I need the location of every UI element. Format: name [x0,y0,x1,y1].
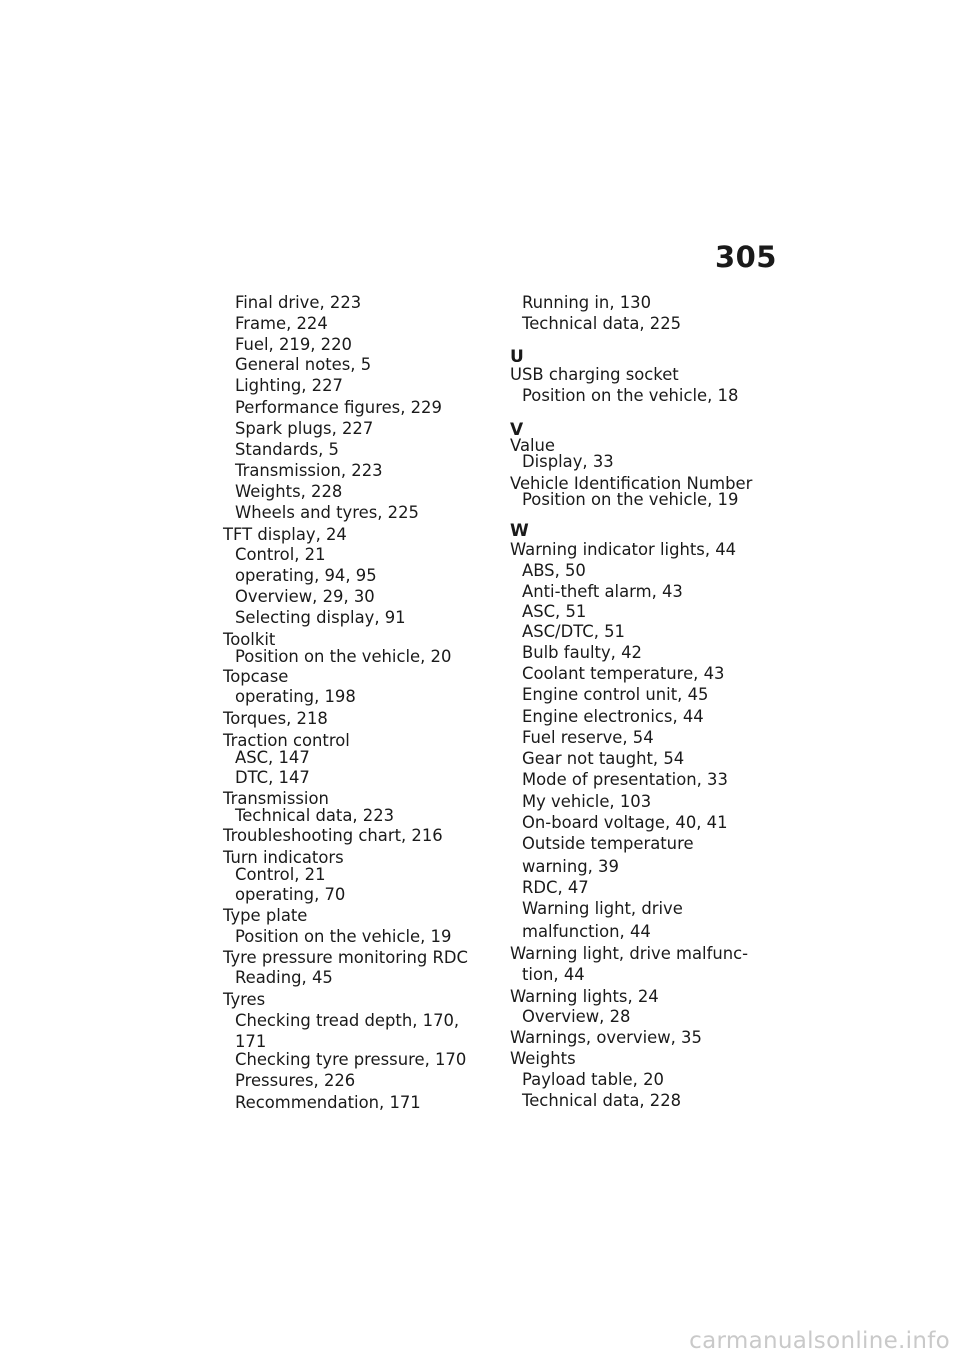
index-subentry: Control, 21 [235,865,326,884]
index-subentry: Pressures, 226 [235,1071,356,1090]
index-entry: USB charging socket [510,365,679,384]
index-letter-heading: W [510,521,529,541]
index-subentry: Position on the vehicle, 20 [235,647,452,666]
index-subentry: Lighting, 227 [235,376,343,395]
index-entry: Topcase [223,667,289,686]
index-entry: Warning lights, 24 [510,987,659,1006]
index-subentry: Technical data, 223 [235,806,395,825]
index-subentry: Position on the vehicle, 19 [235,927,452,946]
index-subentry: operating, 94, 95 [235,566,377,585]
index-subentry: On-board voltage, 40, 41 [522,813,728,832]
index-subentry: Spark plugs, 227 [235,419,374,438]
index-subentry: warning, 39 [522,857,619,876]
index-letter-heading: U [510,347,524,367]
index-subentry: Weights, 228 [235,482,343,501]
index-subentry: Control, 21 [235,545,326,564]
index-subentry: ASC, 147 [235,748,310,767]
index-subentry: Fuel, 219, 220 [235,335,352,354]
index-entry: Weights [510,1049,576,1068]
index-subentry: Technical data, 228 [522,1091,682,1110]
index-subentry: Payload table, 20 [522,1070,664,1089]
index-entry: Torques, 218 [223,709,328,728]
index-subentry: Overview, 29, 30 [235,587,375,606]
index-letter-heading: V [510,420,524,440]
index-entry: Tyre pressure monitoring RDC [223,948,468,967]
index-subentry: Wheels and tyres, 225 [235,503,419,522]
index-entry: Troubleshooting chart, 216 [223,826,443,845]
index-subentry: RDC, 47 [522,878,589,897]
index-subentry: Checking tread depth, 170, [235,1011,460,1030]
index-subentry: Position on the vehicle, 18 [522,386,739,405]
index-entry: TFT display, 24 [223,525,347,544]
index-subentry: Technical data, 225 [522,314,682,333]
index-subentry: ASC/DTC, 51 [522,622,625,641]
index-subentry: Final drive, 223 [235,293,362,312]
index-entry: Warning indicator lights, 44 [510,540,737,559]
index-subentry: Reading, 45 [235,968,333,987]
index-entry: Value [510,436,556,455]
index-subentry: My vehicle, 103 [522,792,652,811]
index-subentry: operating, 70 [235,885,346,904]
index-subentry: DTC, 147 [235,768,310,787]
index-subentry: Bulb faulty, 42 [522,643,642,662]
index-subentry: Selecting display, 91 [235,608,406,627]
page-number: 305 [714,240,777,274]
index-entry: Transmission [223,789,329,808]
index-subentry: malfunction, 44 [522,922,651,941]
index-subentry: ASC, 51 [522,602,587,621]
index-entry: Warnings, overview, 35 [510,1028,702,1047]
index-subentry: tion, 44 [522,965,585,984]
index-subentry: Outside temperature [522,834,694,853]
index-subentry: Running in, 130 [522,293,652,312]
index-subentry: Performance figures, 229 [235,398,442,417]
index-subentry: Engine control unit, 45 [522,685,709,704]
index-subentry: operating, 198 [235,687,356,706]
index-subentry: Mode of presentation, 33 [522,770,728,789]
index-subentry: Transmission, 223 [235,461,383,480]
index-subentry: Anti-theft alarm, 43 [522,582,683,601]
index-entry: Vehicle Identification Number [510,474,753,493]
index-subentry: General notes, 5 [235,355,372,374]
index-entry: Type plate [223,906,308,925]
index-entry: Traction control [223,731,350,750]
index-subentry: Frame, 224 [235,314,328,333]
index-entry: Toolkit [223,630,276,649]
index-entry: Tyres [223,990,266,1009]
index-subentry: Position on the vehicle, 19 [522,490,739,509]
index-subentry: Recommendation, 171 [235,1093,421,1112]
index-subentry: Coolant temperature, 43 [522,664,725,683]
index-subentry: ABS, 50 [522,561,586,580]
index-subentry: Display, 33 [522,452,614,471]
index-subentry: Standards, 5 [235,440,339,459]
watermark: carmanualsonline.info [689,1328,950,1354]
index-subentry: 171 [235,1032,267,1051]
index-entry: Warning light, drive malfunc- [510,944,749,963]
index-subentry: Warning light, drive [522,899,683,918]
index-subentry: Gear not taught, 54 [522,749,685,768]
index-subentry: Fuel reserve, 54 [522,728,654,747]
index-entry: Turn indicators [223,848,344,867]
index-subentry: Overview, 28 [522,1007,631,1026]
index-subentry: Engine electronics, 44 [522,707,704,726]
index-subentry: Checking tyre pressure, 170 [235,1050,467,1069]
